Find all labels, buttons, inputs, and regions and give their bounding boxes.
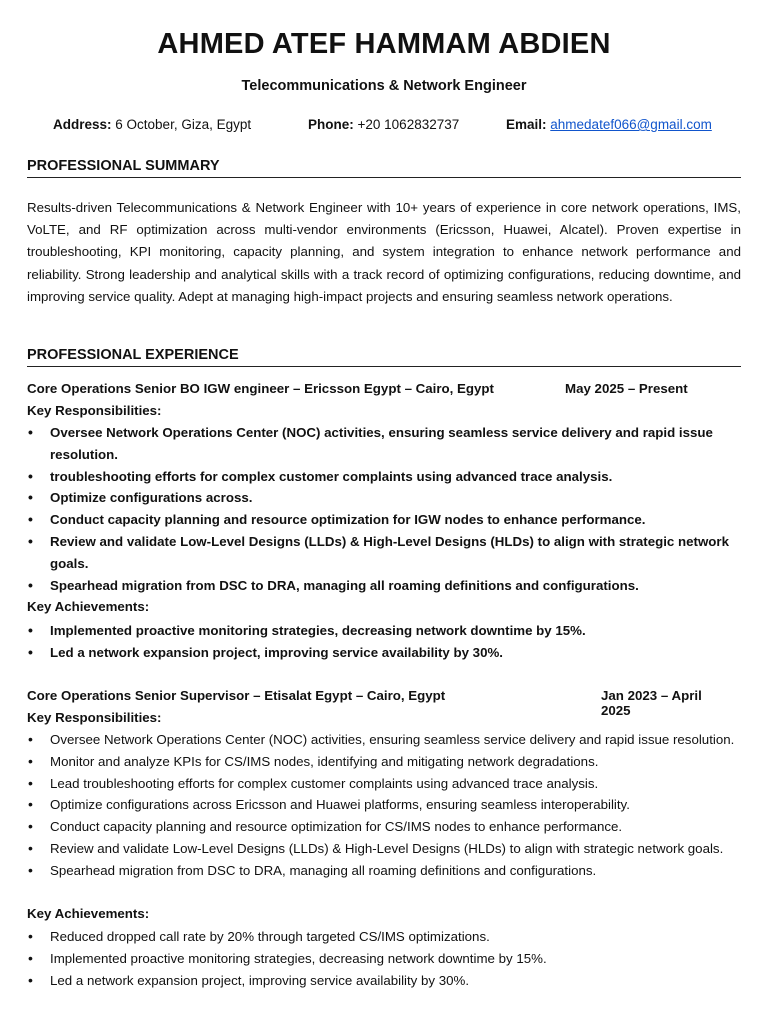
experience-heading: PROFESSIONAL EXPERIENCE <box>27 347 741 367</box>
responsibilities-label: Key Responsibilities: <box>27 710 162 725</box>
achievements-label: Key Achievements: <box>27 906 150 921</box>
list-item: • Spearhead migration from DSC to DRA, managing all roaming definitions and configurations. <box>27 575 743 597</box>
list-item: • Conduct capacity planning and resource optimization for IGW nodes to enhance performance. <box>27 509 743 531</box>
job-header <box>27 381 733 396</box>
address-label: Address: <box>53 117 112 132</box>
responsibilities-list <box>27 422 743 596</box>
list-item: • Optimize configurations across Ericsson and Huawei platforms, ensuring seamless interoperability. <box>27 794 743 816</box>
list-item: • Implemented proactive monitoring strategies, decreasing network downtime by 15%. <box>27 948 743 970</box>
list-item: • Led a network expansion project, improving service availability by 30%. <box>27 642 743 664</box>
phone-value: +20 1062832737 <box>357 117 460 132</box>
job-dates: May 2025 – Present <box>565 381 688 396</box>
list-item: • Implemented proactive monitoring strategies, decreasing network downtime by 15%. <box>27 620 743 642</box>
job-title-company: Core Operations Senior Supervisor – Etisalat Egypt – Cairo, Egypt <box>27 688 446 703</box>
list-item: • Lead troubleshooting efforts for complex customer complaints using advanced trace analysis. <box>27 773 743 795</box>
summary-heading: PROFESSIONAL SUMMARY <box>27 158 741 178</box>
list-item: • Conduct capacity planning and resource optimization for CS/IMS nodes to enhance performance. <box>27 816 743 838</box>
list-item: • Monitor and analyze KPIs for CS/IMS nodes, identifying and mitigating network degradations. <box>27 751 743 773</box>
list-item: • Review and validate Low-Level Designs (LLDs) & High-Level Designs (HLDs) to align with strategic network goals. <box>27 838 743 860</box>
job-title: Telecommunications & Network Engineer <box>241 78 527 94</box>
address-value: 6 October, Giza, Egypt <box>115 117 252 132</box>
list-item: • Reduced dropped call rate by 20% through targeted CS/IMS optimizations. <box>27 926 743 948</box>
list-item: • Oversee Network Operations Center (NOC) activities, ensuring seamless service delivery and rapid issue resolution. <box>27 422 743 466</box>
candidate-name: AHMED ATEF HAMMAM ABDIEN <box>157 28 611 60</box>
list-item: • troubleshooting efforts for complex customer complaints using advanced trace analysis. <box>27 466 743 488</box>
email-link[interactable]: ahmedatef066@gmail.com <box>550 117 712 132</box>
job-dates: Jan 2023 – April 2025 <box>601 688 702 718</box>
address-contact <box>53 117 251 132</box>
phone-contact <box>308 117 459 132</box>
list-item: • Spearhead migration from DSC to DRA, managing all roaming definitions and configurations. <box>27 860 743 882</box>
achievements-list <box>27 926 743 991</box>
email-contact <box>506 117 712 132</box>
list-item: • Optimize configurations across. <box>27 487 743 509</box>
list-item: • Review and validate Low-Level Designs (LLDs) & High-Level Designs (HLDs) to align with strategic network goals. <box>27 531 743 575</box>
achievements-list <box>27 620 743 664</box>
responsibilities-label: Key Responsibilities: <box>27 403 162 418</box>
list-item: • Oversee Network Operations Center (NOC) activities, ensuring seamless service delivery and rapid issue resolution. <box>27 729 743 751</box>
responsibilities-list <box>27 729 743 882</box>
achievements-label: Key Achievements: <box>27 599 150 614</box>
email-label: Email: <box>506 117 547 132</box>
summary-text: Results-driven Telecommunications & Network Engineer with 10+ years of experience in core network operations, IMS, VoLTE, and RF optimization across multi-vendor environments (Ericsson, Huawei, Alcatel). Proven expertise in troubleshooting, KPI monitoring, capacity planning, and system integration to enhance network performance and reliability. Strong leadership and analytical skills with a track record of optimizing configurations, reducing downtime, and improving service quality. Adept at managing high-impact projects and ensuring seamless network operations. <box>27 200 741 304</box>
phone-label: Phone: <box>308 117 354 132</box>
job-title-company: Core Operations Senior BO IGW engineer – Ericsson Egypt – Cairo, Egypt <box>27 381 494 396</box>
list-item: • Led a network expansion project, improving service availability by 30%. <box>27 970 743 992</box>
